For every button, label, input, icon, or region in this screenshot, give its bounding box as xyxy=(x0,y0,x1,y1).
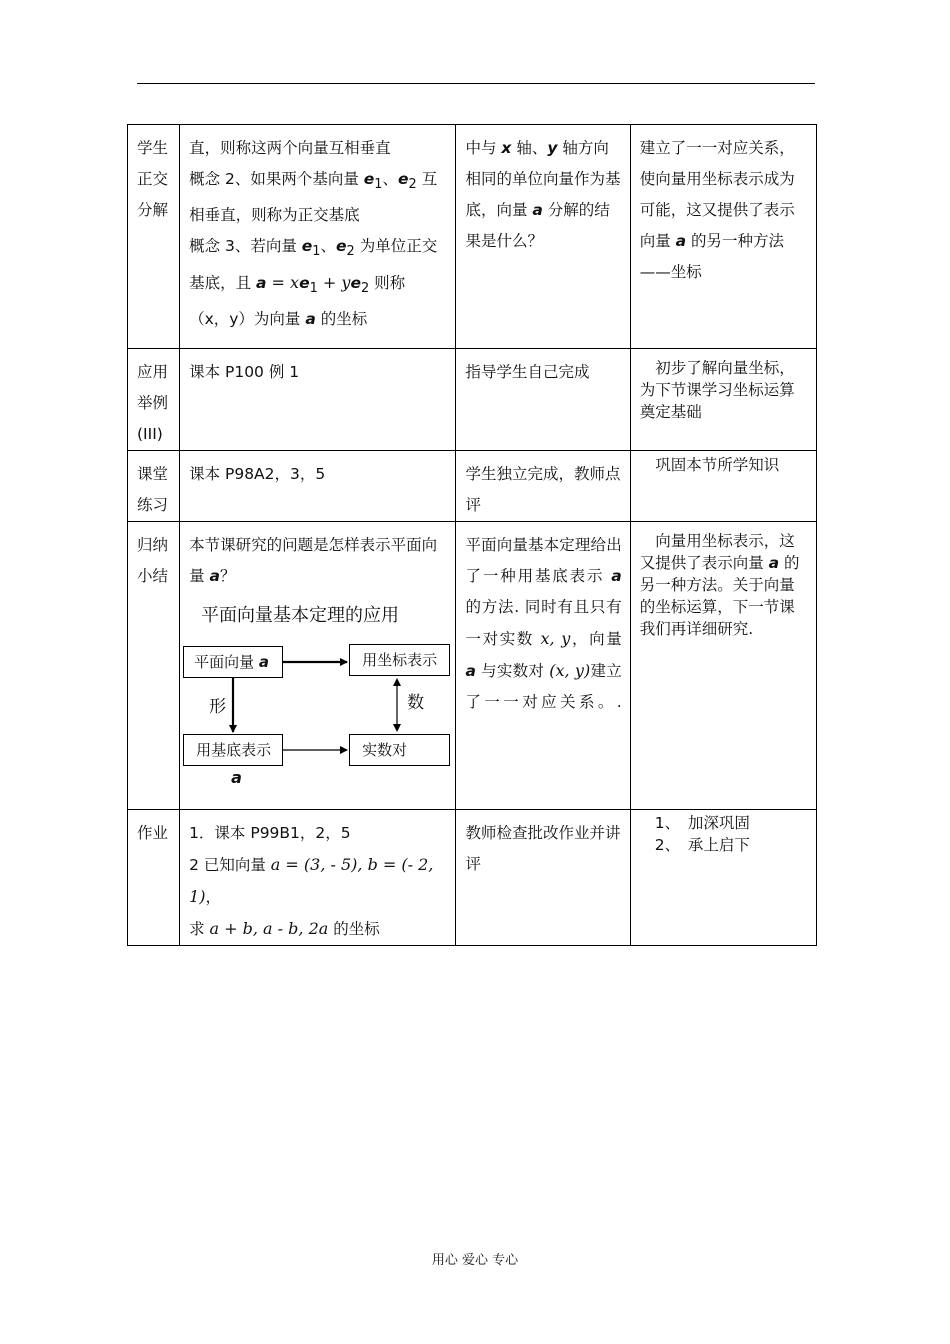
guide-cell: 中与 x 轴、y 轴方向相同的单位向量作为基底，向量 a 分解的结果是什么？ xyxy=(456,125,630,349)
concept-diagram xyxy=(181,592,451,787)
content-cell: 课本 P98A2，3，5 xyxy=(180,451,456,522)
homework-line-2: 2 已知向量 a = (3, - 5), b = (- 2, 1)， xyxy=(189,855,434,906)
content-cell: 课本 P100 例 1 xyxy=(180,349,456,451)
lesson-plan-table xyxy=(127,124,817,946)
header-rule xyxy=(137,83,815,84)
basis-vector-symbol: a xyxy=(231,768,242,787)
content-cell xyxy=(180,810,456,946)
box-basis-representation: 用基底表示 xyxy=(183,734,283,766)
list-item: 2、 承上启下 xyxy=(654,836,750,854)
guide-cell: 学生独立完成，教师点评 xyxy=(456,451,630,522)
row-label-cell: 作业 xyxy=(128,810,180,946)
summary-question: 本节课研究的问题是怎样表示平面向量 a？ xyxy=(189,536,438,585)
homework-line-3: 求 a + b, a - b, 2a 的坐标 xyxy=(189,919,380,938)
guide-cell: 指导学生自己完成 xyxy=(456,349,630,451)
box-real-pair: 实数对 xyxy=(349,734,450,766)
intent-cell: 初步了解向量坐标，为下节课学习坐标运算奠定基础 xyxy=(630,349,816,451)
table-row xyxy=(128,451,817,522)
table-row xyxy=(128,125,817,349)
concept2-line: 概念 2、如果两个基向量 $e_1$、$e_2$ 互相垂直，则称为正交基底 xyxy=(189,170,438,225)
label-shape: 形 xyxy=(209,697,227,717)
list-item: 1、 加深巩固 xyxy=(654,814,750,832)
table-row xyxy=(128,349,817,451)
content-cell xyxy=(180,125,456,349)
intent-cell: 建立了一一对应关系，使向量用坐标表示成为可能，这又提供了表示向量 a 的另一种方法——坐标 xyxy=(630,125,816,349)
guide-cell: 教师检查批改作业并讲评 xyxy=(456,810,630,946)
concept1-line: 直，则称这两个向量互相垂直 xyxy=(189,139,391,157)
table-row xyxy=(128,810,817,946)
table-row xyxy=(128,522,817,810)
arrow-head-up xyxy=(393,678,401,686)
guide-cell: 平面向量基本定理给出了一种用基底表示 a 的方法. 同时有且只有一对实数 x, y，向量 a 与实数对 (x, y)建立了一一对应关系。. xyxy=(456,522,630,810)
row-label-cell: 应用 举例 (III) xyxy=(128,349,180,451)
coord-definition-line: （x，y）为向量 a 的坐标 xyxy=(189,310,368,329)
arrow-head-down xyxy=(393,724,401,732)
intent-cell: 巩固本节所学知识 xyxy=(630,451,816,522)
row-label-cell: 学生 正交 分解 xyxy=(128,125,180,349)
homework-line-1: 1．课本 P99B1，2，5 xyxy=(189,824,351,842)
concept3-line: 概念 3、若向量 $e_1$、$e_2$ 为单位正交基底，且 $a = xe_1 + ye_2$ 则称 xyxy=(189,237,438,297)
content-cell xyxy=(180,522,456,810)
box-plane-vector: 平面向量 a xyxy=(183,646,283,678)
intent-cell: 向量用坐标表示，这又提供了表示向量 a 的另一种方法。关于向量的坐标运算，下一节课我们再详细研究. xyxy=(630,522,816,810)
diagram-arrows xyxy=(181,592,451,772)
page-footer: 用心 爱心 专心 xyxy=(431,1253,519,1268)
row-label-cell: 课堂 练习 xyxy=(128,451,180,522)
diagram-title: 平面向量基本定理的应用 xyxy=(201,605,400,626)
label-number: 数 xyxy=(407,693,425,713)
box-coordinate-representation: 用坐标表示 xyxy=(349,644,450,676)
row-label-cell: 归纳 小结 xyxy=(128,522,180,810)
intent-cell xyxy=(630,810,816,946)
